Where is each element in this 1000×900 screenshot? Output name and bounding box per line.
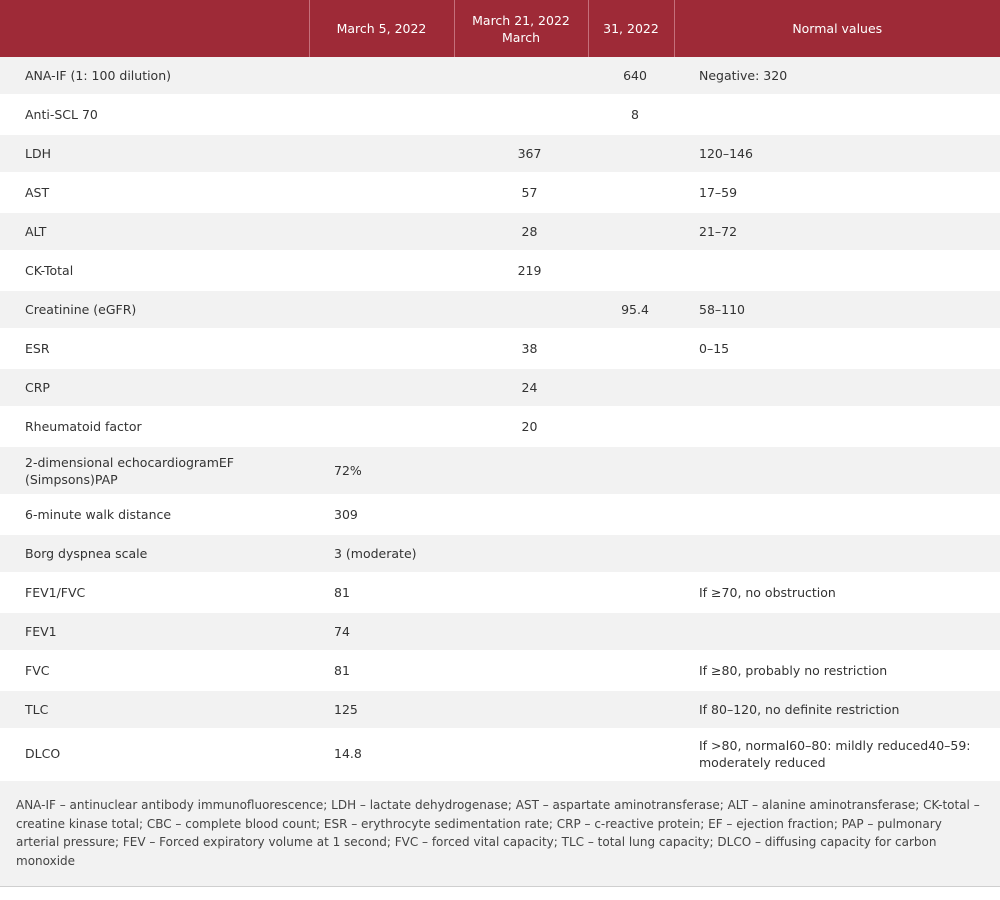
test-name-cell: 2-dimensional echocardiogramEF (Simpsons)PAP: [0, 446, 309, 495]
march-31-cell: [588, 134, 674, 173]
test-name-cell: AST: [0, 173, 309, 212]
march-31-cell: 95.4: [588, 290, 674, 329]
march-21-cell: [454, 729, 588, 778]
normal-values-cell: Negative: 320: [674, 57, 1000, 95]
march-21-cell: [454, 573, 588, 612]
normal-values-cell: 58–110: [674, 290, 1000, 329]
normal-values-cell: [674, 407, 1000, 446]
march-21-cell: [454, 651, 588, 690]
march-21-cell: 57: [454, 173, 588, 212]
normal-values-cell: If ≥70, no obstruction: [674, 573, 1000, 612]
test-name-cell: ESR: [0, 329, 309, 368]
march-5-cell: 3 (moderate): [309, 534, 454, 573]
normal-values-cell: [674, 251, 1000, 290]
march-31-cell: [588, 407, 674, 446]
test-name-cell: FEV1/FVC: [0, 573, 309, 612]
normal-values-cell: [674, 446, 1000, 495]
march-5-cell: 309: [309, 495, 454, 534]
normal-values-cell: If >80, normal60–80: mildly reduced40–59: moderately reduced: [674, 729, 1000, 778]
march-31-cell: 8: [588, 95, 674, 134]
table-row: [0, 173, 1000, 212]
march-21-cell: 367: [454, 134, 588, 173]
normal-values-cell: 0–15: [674, 329, 1000, 368]
test-name-cell: 6-minute walk distance: [0, 495, 309, 534]
normal-values-cell: 120–146: [674, 134, 1000, 173]
test-name-cell: Rheumatoid factor: [0, 407, 309, 446]
march-5-cell: 81: [309, 651, 454, 690]
march-31-cell: [588, 329, 674, 368]
table-row: [0, 534, 1000, 573]
header-date-3: 31, 2022: [588, 0, 674, 57]
test-name-cell: CRP: [0, 368, 309, 407]
header-row: [0, 0, 1000, 57]
table-row: [0, 446, 1000, 495]
table-row: [0, 329, 1000, 368]
march-31-cell: [588, 173, 674, 212]
test-name-cell: ALT: [0, 212, 309, 251]
march-21-cell: 20: [454, 407, 588, 446]
march-31-cell: [588, 446, 674, 495]
normal-values-cell: [674, 95, 1000, 134]
normal-values-cell: 17–59: [674, 173, 1000, 212]
march-31-cell: [588, 251, 674, 290]
table-row: [0, 407, 1000, 446]
table-row: [0, 57, 1000, 95]
march-31-cell: 640: [588, 57, 674, 95]
header-date-2: [454, 0, 588, 57]
march-5-cell: 72%: [309, 446, 454, 495]
table-row: [0, 495, 1000, 534]
march-21-cell: [454, 57, 588, 95]
test-name-cell: TLC: [0, 690, 309, 729]
header-normal-values: Normal values: [674, 0, 1000, 57]
march-5-cell: [309, 251, 454, 290]
test-name-cell: ANA-IF (1: 100 dilution): [0, 57, 309, 95]
test-name-cell: LDH: [0, 134, 309, 173]
march-21-cell: [454, 446, 588, 495]
table-footnote: ANA-IF – antinuclear antibody immunofluorescence; LDH – lactate dehydrogenase; AST – aspartate aminotransferase; ALT – alanine aminotransferase; CK-total – creatine kinase total; CBC – complete blood count; ESR – erythrocyte sedimentation rate; CRP – c-reactive protein; EF – ejection fraction; PAP – pulmonary arterial pressure; FEV – Forced expiratory volume at 1 second; FVC – forced vital capacity; TLC – total lung capacity; DLCO – diffusing capacity for carbon monoxide: [0, 781, 1000, 887]
test-name-cell: DLCO: [0, 729, 309, 778]
table-row: [0, 212, 1000, 251]
march-21-cell: [454, 495, 588, 534]
march-5-cell: [309, 329, 454, 368]
header-date-2-text: March 21, 2022 March: [472, 12, 570, 45]
march-5-cell: [309, 57, 454, 95]
table-row: [0, 573, 1000, 612]
test-name-cell: CK-Total: [0, 251, 309, 290]
march-5-cell: 125: [309, 690, 454, 729]
normal-values-cell: [674, 534, 1000, 573]
table-row: [0, 251, 1000, 290]
header-date-1: March 5, 2022: [309, 0, 454, 57]
test-name-cell: FEV1: [0, 612, 309, 651]
march-21-cell: [454, 690, 588, 729]
normal-values-cell: [674, 368, 1000, 407]
march-5-cell: 81: [309, 573, 454, 612]
table-body: [0, 57, 1000, 778]
march-31-cell: [588, 651, 674, 690]
table-row: [0, 95, 1000, 134]
march-31-cell: [588, 690, 674, 729]
march-31-cell: [588, 368, 674, 407]
march-5-cell: [309, 212, 454, 251]
table-row: [0, 290, 1000, 329]
test-name-cell: Anti-SCL 70: [0, 95, 309, 134]
table-row: [0, 134, 1000, 173]
march-5-cell: [309, 95, 454, 134]
march-21-cell: 219: [454, 251, 588, 290]
march-21-cell: [454, 290, 588, 329]
march-5-cell: [309, 173, 454, 212]
normal-values-cell: If 80–120, no definite restriction: [674, 690, 1000, 729]
march-31-cell: [588, 612, 674, 651]
normal-values-cell: [674, 612, 1000, 651]
march-31-cell: [588, 212, 674, 251]
march-5-cell: [309, 290, 454, 329]
march-21-cell: 28: [454, 212, 588, 251]
table-row: [0, 729, 1000, 778]
table-row: [0, 690, 1000, 729]
table-header: [0, 0, 1000, 57]
march-5-cell: 74: [309, 612, 454, 651]
march-5-cell: [309, 134, 454, 173]
march-21-cell: 24: [454, 368, 588, 407]
march-31-cell: [588, 534, 674, 573]
test-name-cell: Creatinine (eGFR): [0, 290, 309, 329]
normal-values-cell: [674, 495, 1000, 534]
table-row: [0, 368, 1000, 407]
table-row: [0, 612, 1000, 651]
march-21-cell: [454, 95, 588, 134]
march-21-cell: [454, 612, 588, 651]
march-21-cell: 38: [454, 329, 588, 368]
header-test: [0, 0, 309, 57]
march-31-cell: [588, 729, 674, 778]
test-name-cell: Borg dyspnea scale: [0, 534, 309, 573]
test-name-cell: FVC: [0, 651, 309, 690]
march-21-cell: [454, 534, 588, 573]
march-5-cell: [309, 368, 454, 407]
march-5-cell: 14.8: [309, 729, 454, 778]
march-5-cell: [309, 407, 454, 446]
normal-values-cell: 21–72: [674, 212, 1000, 251]
march-31-cell: [588, 573, 674, 612]
table-row: [0, 651, 1000, 690]
normal-values-cell: If ≥80, probably no restriction: [674, 651, 1000, 690]
march-31-cell: [588, 495, 674, 534]
